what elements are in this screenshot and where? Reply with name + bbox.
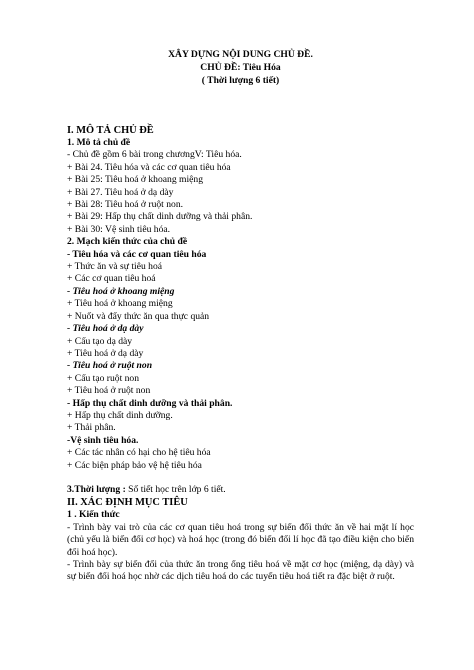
objective-paragraph: - Trình bày vai trò của các cơ quan tiêu hoá trong sự biến đổi thức ăn về hai mặt lí học (chủ yếu là biến đổi cơ học) và hoá học (trong đó biến đổi lí học đã tạo điều kiện cho biến đổi hoá học). [67,521,414,558]
topic-title: CHỦ ĐỀ: Tiêu Hóa [200,62,281,73]
group-title: - Tiêu hoá ở ruột non [67,360,153,372]
objective-paragraph: - Trình bày sự biến đổi của thức ăn trong ống tiêu hoá về mặt cơ học (miệng, dạ dày) và sự biến đổi hoá học nhờ các dịch tiêu hoá do các tuyến tiêu hoá tiết ra đặc biệt ở ruột. [67,559,414,583]
document-title: XÂY DỰNG NỘI DUNG CHỦ ĐỀ. [168,49,313,60]
part-2-heading: 2. Mạch kiến thức của chủ đề [67,236,188,248]
list-item: + Tiêu hoá ở ruột non [67,385,151,397]
list-item: + Cấu tạo ruột non [67,372,140,384]
list-item: + Các biện pháp bảo vệ hệ tiêu hóa [67,459,202,471]
knowledge-outline [67,249,414,472]
list-item: - Chủ đề gồm 6 bài trong chươngV: Tiêu hóa. [67,149,242,161]
list-item: + Các cơ quan tiêu hoá [67,273,156,285]
knowledge-heading: 1 . Kiến thức [67,509,120,521]
spacer [67,472,414,484]
list-item: + Cấu tạo dạ dày [67,335,133,347]
list-item: + Thải phân. [67,422,116,434]
group-title: - Hấp thụ chất dinh dưỡng và thải phân. [67,397,233,409]
part-1-list [67,149,414,236]
list-item: + Bài 27. Tiêu hoá ở dạ dày [67,186,174,198]
list-item: + Các tác nhân có hại cho hệ tiêu hóa [67,447,211,459]
list-item: + Bài 25: Tiêu hoá ở khoang miệng [67,174,203,186]
duration-line [67,484,414,496]
list-item: + Tiêu hoá ở dạ dày [67,347,144,359]
group-title: - Tiêu hoá ở dạ dày [67,323,144,335]
list-item: + Hấp thụ chất dinh dưỡng. [67,409,173,421]
section-2-heading: II. XÁC ĐỊNH MỤC TIÊU [67,497,188,509]
duration-note: ( Thời lượng 6 tiết) [201,75,280,86]
duration-value: Số tiết học trên lớp 6 tiết. [125,483,226,495]
list-item: + Bài 28: Tiêu hoá ở ruột non. [67,199,184,211]
list-item: + Tiêu hoá ở khoang miệng [67,298,173,310]
list-item: + Bài 30: Vệ sinh tiêu hóa. [67,223,171,235]
title-block [67,48,414,87]
list-item: + Bài 29: Hấp thụ chất dinh dưỡng và thải phân. [67,211,253,223]
list-item: + Thức ăn và sự tiêu hoá [67,261,163,273]
list-item: + Bài 24. Tiêu hóa và các cơ quan tiêu hóa [67,161,231,173]
group-title: -Vệ sinh tiêu hóa. [67,434,139,446]
group-title: - Tiêu hóa và các cơ quan tiêu hóa [67,248,207,260]
list-item: + Nuốt và đẩy thức ăn qua thực quản [67,310,210,322]
duration-label: 3.Thời lượng : [67,483,126,495]
section-1-heading: I. MÔ TẢ CHỦ ĐỀ [67,125,154,136]
part-1-heading: 1. Mô tả chủ đề [67,137,131,148]
group-title: - Tiêu hoá ở khoang miệng [67,285,175,297]
